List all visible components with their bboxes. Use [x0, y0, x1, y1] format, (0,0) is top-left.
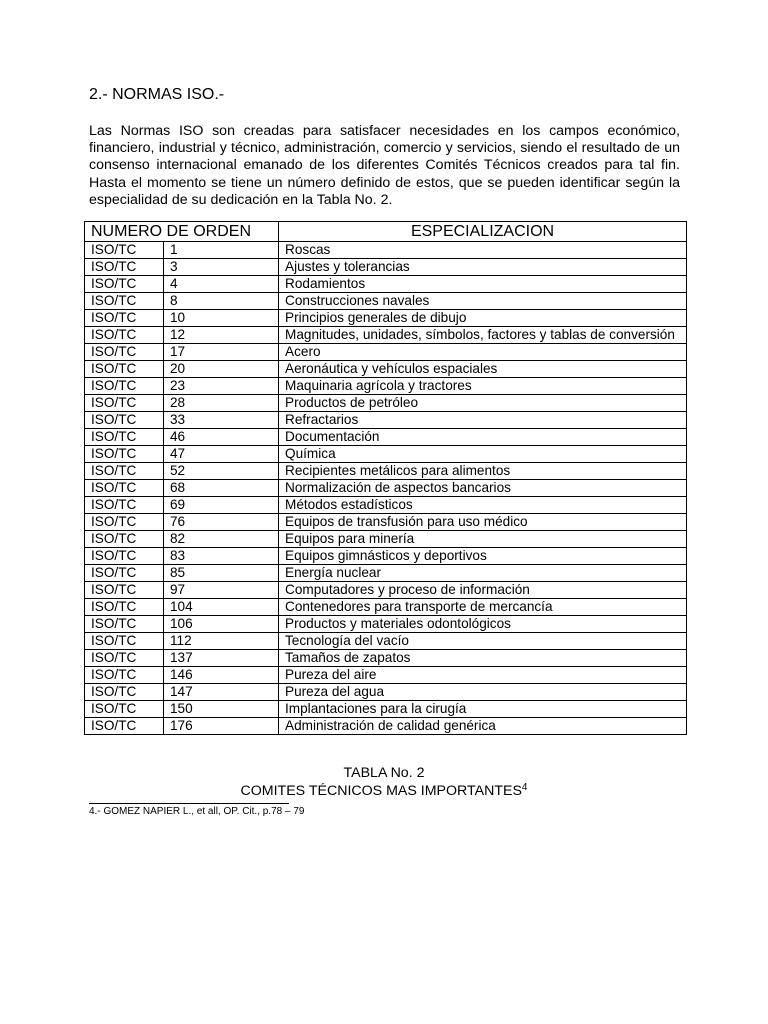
- section-heading: 2.- NORMAS ISO.-: [89, 86, 225, 103]
- cell-specialization: Magnitudes, unidades, símbolos, factores y tablas de conversión: [279, 327, 687, 344]
- table-row: [85, 650, 687, 667]
- cell-specialization: Documentación: [279, 429, 687, 446]
- cell-number: 83: [164, 548, 279, 565]
- table-row: [85, 497, 687, 514]
- cell-prefix: ISO/TC: [85, 412, 164, 429]
- cell-number: 137: [164, 650, 279, 667]
- cell-specialization: Construcciones navales: [279, 293, 687, 310]
- table-row: [85, 684, 687, 701]
- cell-number: 1: [164, 242, 279, 259]
- cell-specialization: Equipos gimnásticos y deportivos: [279, 548, 687, 565]
- cell-number: 147: [164, 684, 279, 701]
- cell-prefix: ISO/TC: [85, 293, 164, 310]
- cell-prefix: ISO/TC: [85, 395, 164, 412]
- table-row: [85, 701, 687, 718]
- cell-number: 3: [164, 259, 279, 276]
- table-row: [85, 361, 687, 378]
- cell-prefix: ISO/TC: [85, 633, 164, 650]
- table-row: [85, 667, 687, 684]
- intro-paragraph: Las Normas ISO son creadas para satisfacer necesidades en los campos económico, financiero, industrial y técnico, administración, comercio y servicios, siendo el resultado de un consenso internacional emanado de los diferentes Comités Técnicos creados para tal fin. Hasta el momento se tiene un número definido de estos, que se pueden identificar según la especialidad de su dedicación en la Tabla No. 2.: [89, 123, 680, 208]
- cell-prefix: ISO/TC: [85, 259, 164, 276]
- cell-prefix: ISO/TC: [85, 480, 164, 497]
- cell-number: 104: [164, 599, 279, 616]
- table-row: [85, 616, 687, 633]
- cell-number: 20: [164, 361, 279, 378]
- cell-prefix: ISO/TC: [85, 429, 164, 446]
- cell-specialization: Recipientes metálicos para alimentos: [279, 463, 687, 480]
- cell-specialization: Normalización de aspectos bancarios: [279, 480, 687, 497]
- cell-specialization: Aeronáutica y vehículos espaciales: [279, 361, 687, 378]
- cell-specialization: Ajustes y tolerancias: [279, 259, 687, 276]
- table-row: [85, 565, 687, 582]
- cell-specialization: Acero: [279, 344, 687, 361]
- cell-prefix: ISO/TC: [85, 276, 164, 293]
- cell-prefix: ISO/TC: [85, 684, 164, 701]
- cell-number: 146: [164, 667, 279, 684]
- cell-specialization: Productos de petróleo: [279, 395, 687, 412]
- table-row: [85, 633, 687, 650]
- cell-number: 17: [164, 344, 279, 361]
- cell-specialization: Productos y materiales odontológicos: [279, 616, 687, 633]
- table-row: [85, 514, 687, 531]
- cell-number: 47: [164, 446, 279, 463]
- cell-number: 82: [164, 531, 279, 548]
- cell-specialization: Equipos para minería: [279, 531, 687, 548]
- cell-specialization: Principios generales de dibujo: [279, 310, 687, 327]
- cell-prefix: ISO/TC: [85, 378, 164, 395]
- table-row: [85, 412, 687, 429]
- cell-specialization: Computadores y proceso de información: [279, 582, 687, 599]
- cell-number: 28: [164, 395, 279, 412]
- cell-prefix: ISO/TC: [85, 650, 164, 667]
- cell-prefix: ISO/TC: [85, 463, 164, 480]
- cell-number: 23: [164, 378, 279, 395]
- cell-specialization: Pureza del aire: [279, 667, 687, 684]
- table-row: [85, 395, 687, 412]
- table-row: [85, 446, 687, 463]
- table-row: [85, 429, 687, 446]
- cell-prefix: ISO/TC: [85, 599, 164, 616]
- header-specialization: ESPECIALIZACION: [279, 222, 687, 242]
- cell-number: 8: [164, 293, 279, 310]
- cell-number: 4: [164, 276, 279, 293]
- cell-prefix: ISO/TC: [85, 327, 164, 344]
- cell-number: 33: [164, 412, 279, 429]
- table-row: [85, 344, 687, 361]
- cell-number: 150: [164, 701, 279, 718]
- cell-specialization: Refractarios: [279, 412, 687, 429]
- table-row: [85, 327, 687, 344]
- cell-specialization: Equipos de transfusión para uso médico: [279, 514, 687, 531]
- cell-number: 176: [164, 718, 279, 735]
- cell-number: 10: [164, 310, 279, 327]
- cell-number: 68: [164, 480, 279, 497]
- cell-specialization: Tamaños de zapatos: [279, 650, 687, 667]
- cell-specialization: Maquinaria agrícola y tractores: [279, 378, 687, 395]
- table-row: [85, 718, 687, 735]
- table-row: [85, 480, 687, 497]
- caption-title-text: COMITES TÉCNICOS MAS IMPORTANTES: [240, 783, 522, 799]
- table-row: [85, 242, 687, 259]
- table-row: [85, 463, 687, 480]
- table-row: [85, 599, 687, 616]
- cell-prefix: ISO/TC: [85, 497, 164, 514]
- cell-prefix: ISO/TC: [85, 446, 164, 463]
- iso-committees-table: [84, 221, 687, 735]
- cell-number: 12: [164, 327, 279, 344]
- cell-prefix: ISO/TC: [85, 718, 164, 735]
- cell-prefix: ISO/TC: [85, 344, 164, 361]
- cell-specialization: Roscas: [279, 242, 687, 259]
- table-row: [85, 276, 687, 293]
- cell-specialization: Contenedores para transporte de mercancía: [279, 599, 687, 616]
- table-row: [85, 582, 687, 599]
- table-row: [85, 531, 687, 548]
- cell-number: 85: [164, 565, 279, 582]
- cell-prefix: ISO/TC: [85, 565, 164, 582]
- cell-number: 97: [164, 582, 279, 599]
- cell-specialization: Energía nuclear: [279, 565, 687, 582]
- cell-prefix: ISO/TC: [85, 582, 164, 599]
- cell-specialization: Implantaciones para la cirugía: [279, 701, 687, 718]
- cell-number: 76: [164, 514, 279, 531]
- cell-specialization: Métodos estadísticos: [279, 497, 687, 514]
- footnote: 4.- GOMEZ NAPIER L., et all, OP. Cit., p.78 – 79: [89, 806, 305, 817]
- cell-number: 106: [164, 616, 279, 633]
- table-row: [85, 293, 687, 310]
- cell-prefix: ISO/TC: [85, 514, 164, 531]
- table-row: [85, 548, 687, 565]
- cell-prefix: ISO/TC: [85, 701, 164, 718]
- cell-number: 112: [164, 633, 279, 650]
- cell-specialization: Administración de calidad genérica: [279, 718, 687, 735]
- cell-prefix: ISO/TC: [85, 310, 164, 327]
- cell-specialization: Rodamientos: [279, 276, 687, 293]
- cell-specialization: Química: [279, 446, 687, 463]
- cell-specialization: Pureza del agua: [279, 684, 687, 701]
- table-row: [85, 378, 687, 395]
- header-order: NUMERO DE ORDEN: [85, 222, 279, 242]
- cell-prefix: ISO/TC: [85, 242, 164, 259]
- table-row: [85, 310, 687, 327]
- cell-prefix: ISO/TC: [85, 616, 164, 633]
- cell-number: 46: [164, 429, 279, 446]
- table-header-row: [85, 222, 687, 242]
- footnote-divider: [89, 803, 289, 804]
- cell-specialization: Tecnología del vacío: [279, 633, 687, 650]
- cell-prefix: ISO/TC: [85, 667, 164, 684]
- cell-prefix: ISO/TC: [85, 531, 164, 548]
- table-row: [85, 259, 687, 276]
- cell-number: 69: [164, 497, 279, 514]
- cell-prefix: ISO/TC: [85, 361, 164, 378]
- cell-prefix: ISO/TC: [85, 548, 164, 565]
- cell-number: 52: [164, 463, 279, 480]
- footnote-ref: 4: [521, 782, 528, 793]
- table-body: [85, 242, 687, 735]
- table-caption-title: [0, 782, 768, 799]
- table-caption-number: TABLA No. 2: [343, 765, 425, 781]
